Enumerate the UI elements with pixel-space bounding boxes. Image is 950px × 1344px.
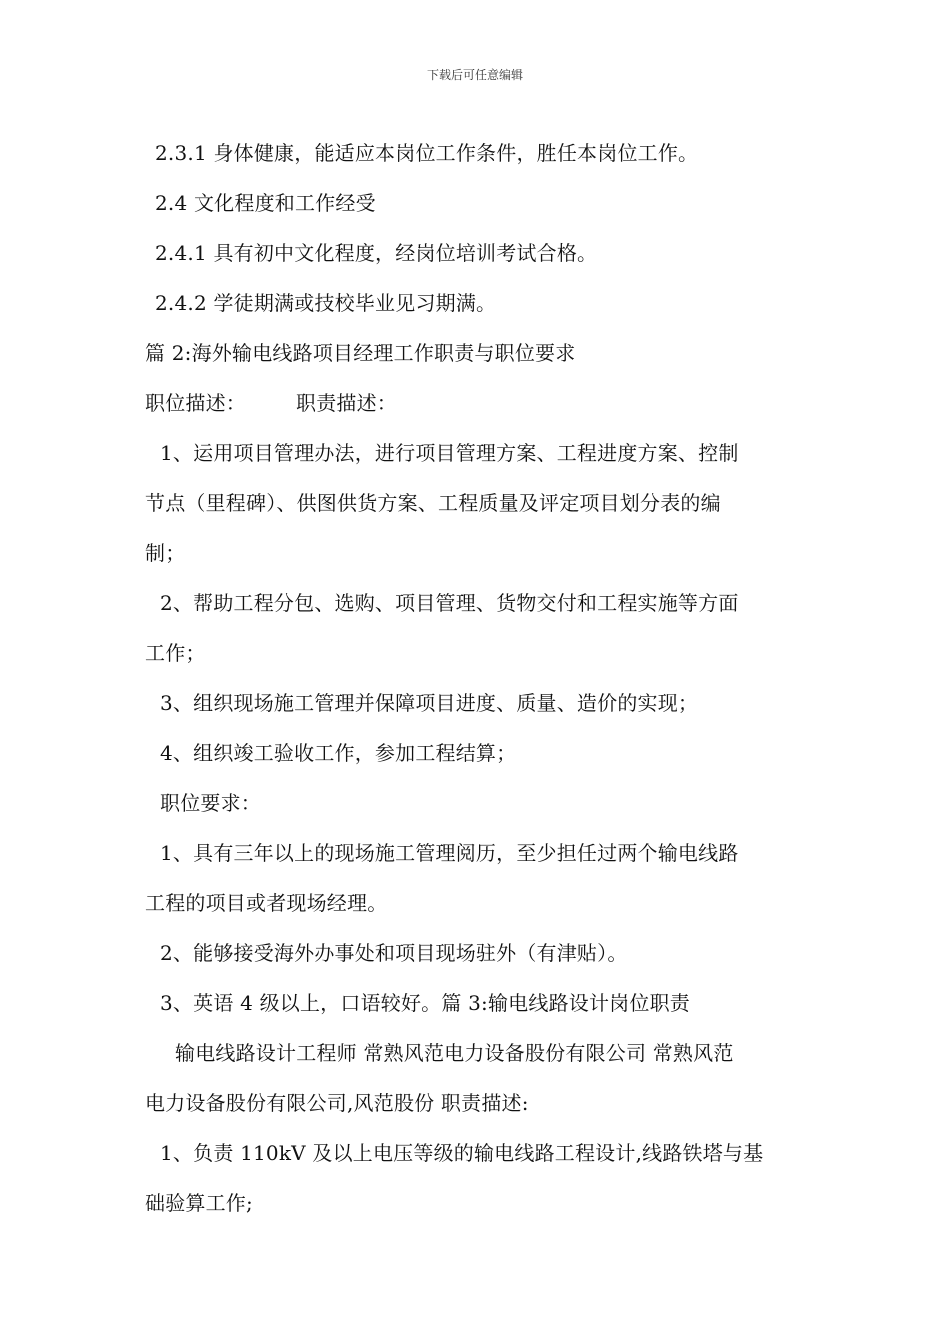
duties-label: 职责描述： bbox=[296, 391, 397, 415]
duty-item-1-line-2: 节点（里程碑）、供图供货方案、工程质量及评定项目划分表的编 bbox=[145, 491, 721, 515]
part-3-duty-item-1-line-2: 础验算工作; bbox=[145, 1191, 253, 1215]
part-3-paragraph-line-1: 输电线路设计工程师 常熟风范电力设备股份有限公司 常熟风范 bbox=[175, 1041, 734, 1065]
paragraph-2-3-1: 2.3.1 身体健康，能适应本岗位工作条件，胜任本岗位工作。 bbox=[155, 141, 699, 165]
duty-item-1-line-1: 1、运用项目管理办法，进行项目管理方案、工程进度方案、控制 bbox=[160, 441, 739, 465]
section-title-part-2: 篇 2:海外输电线路项目经理工作职责与职位要求 bbox=[145, 341, 576, 365]
job-description-labels bbox=[145, 378, 810, 428]
duty-item-1-line-3: 制； bbox=[145, 541, 186, 565]
duty-item-4: 4、组织竣工验收工作，参加工程结算； bbox=[160, 741, 517, 765]
page-header: 下载后可任意编辑 bbox=[426, 68, 523, 82]
duty-item-2-line-2: 工作； bbox=[145, 641, 206, 665]
requirement-item-1-line-1: 1、具有三年以上的现场施工管理阅历，至少担任过两个输电线路 bbox=[160, 841, 739, 865]
paragraph-2-4-2: 2.4.2 学徒期满或技校毕业见习期满。 bbox=[155, 291, 497, 315]
requirement-item-2: 2、能够接受海外办事处和项目现场驻外（有津贴）。 bbox=[160, 941, 628, 965]
duty-item-3: 3、组织现场施工管理并保障项目进度、质量、造价的实现； bbox=[160, 691, 699, 715]
part-3-duty-item-1-line-1: 1、负责 110kV 及以上电压等级的输电线路工程设计,线路铁塔与基 bbox=[160, 1141, 764, 1165]
job-description-label: 职位描述： bbox=[145, 391, 246, 415]
heading-2-4: 2.4 文化程度和工作经受 bbox=[155, 191, 376, 215]
requirements-label: 职位要求： bbox=[160, 791, 261, 815]
paragraph-2-4-1: 2.4.1 具有初中文化程度，经岗位培训考试合格。 bbox=[155, 241, 598, 265]
part-3-paragraph-line-2: 电力设备股份有限公司,风范股份 职责描述: bbox=[145, 1091, 529, 1115]
duty-item-2-line-1: 2、帮助工程分包、选购、项目管理、货物交付和工程实施等方面 bbox=[160, 591, 739, 615]
requirement-item-3: 3、英语 4 级以上，口语较好。篇 3:输电线路设计岗位职责 bbox=[160, 991, 690, 1015]
requirement-item-1-line-2: 工程的项目或者现场经理。 bbox=[145, 891, 388, 915]
document-body bbox=[145, 128, 810, 1228]
